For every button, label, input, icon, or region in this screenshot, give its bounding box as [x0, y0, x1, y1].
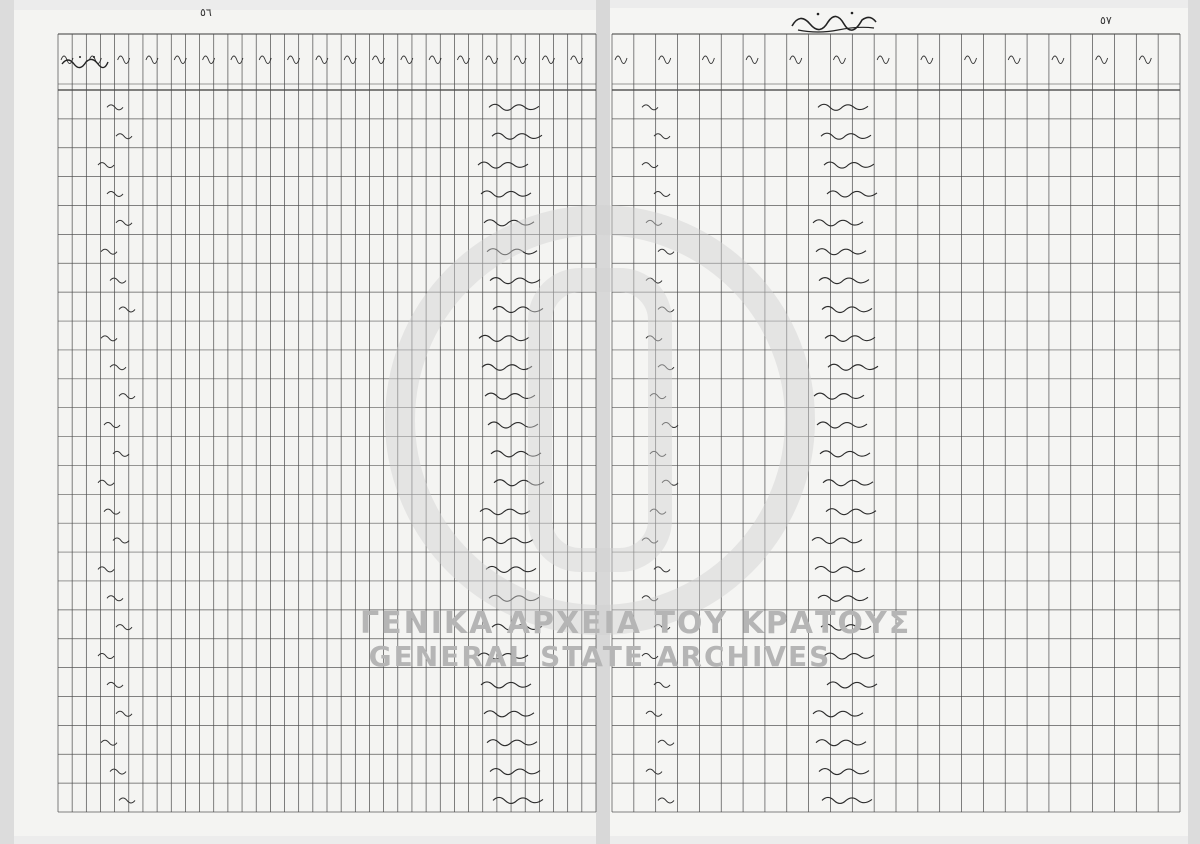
book-spine	[596, 0, 610, 844]
right-page-number: ٥٧	[1100, 14, 1112, 27]
left-page-number: ٥٦	[200, 6, 212, 19]
ottoman-title-calligraphy	[788, 6, 878, 36]
watermark-english: GENERAL STATE ARCHIVES	[368, 640, 832, 673]
remarks-column-heading	[60, 52, 110, 72]
watermark-greek: ΓΕΝΙΚΑ ΑΡΧΕΙΑ ΤΟΥ ΚΡΑΤΟΥΣ	[360, 606, 912, 641]
right-page-edge	[1188, 0, 1200, 844]
left-page-edge	[0, 0, 14, 844]
right-page	[606, 8, 1192, 836]
